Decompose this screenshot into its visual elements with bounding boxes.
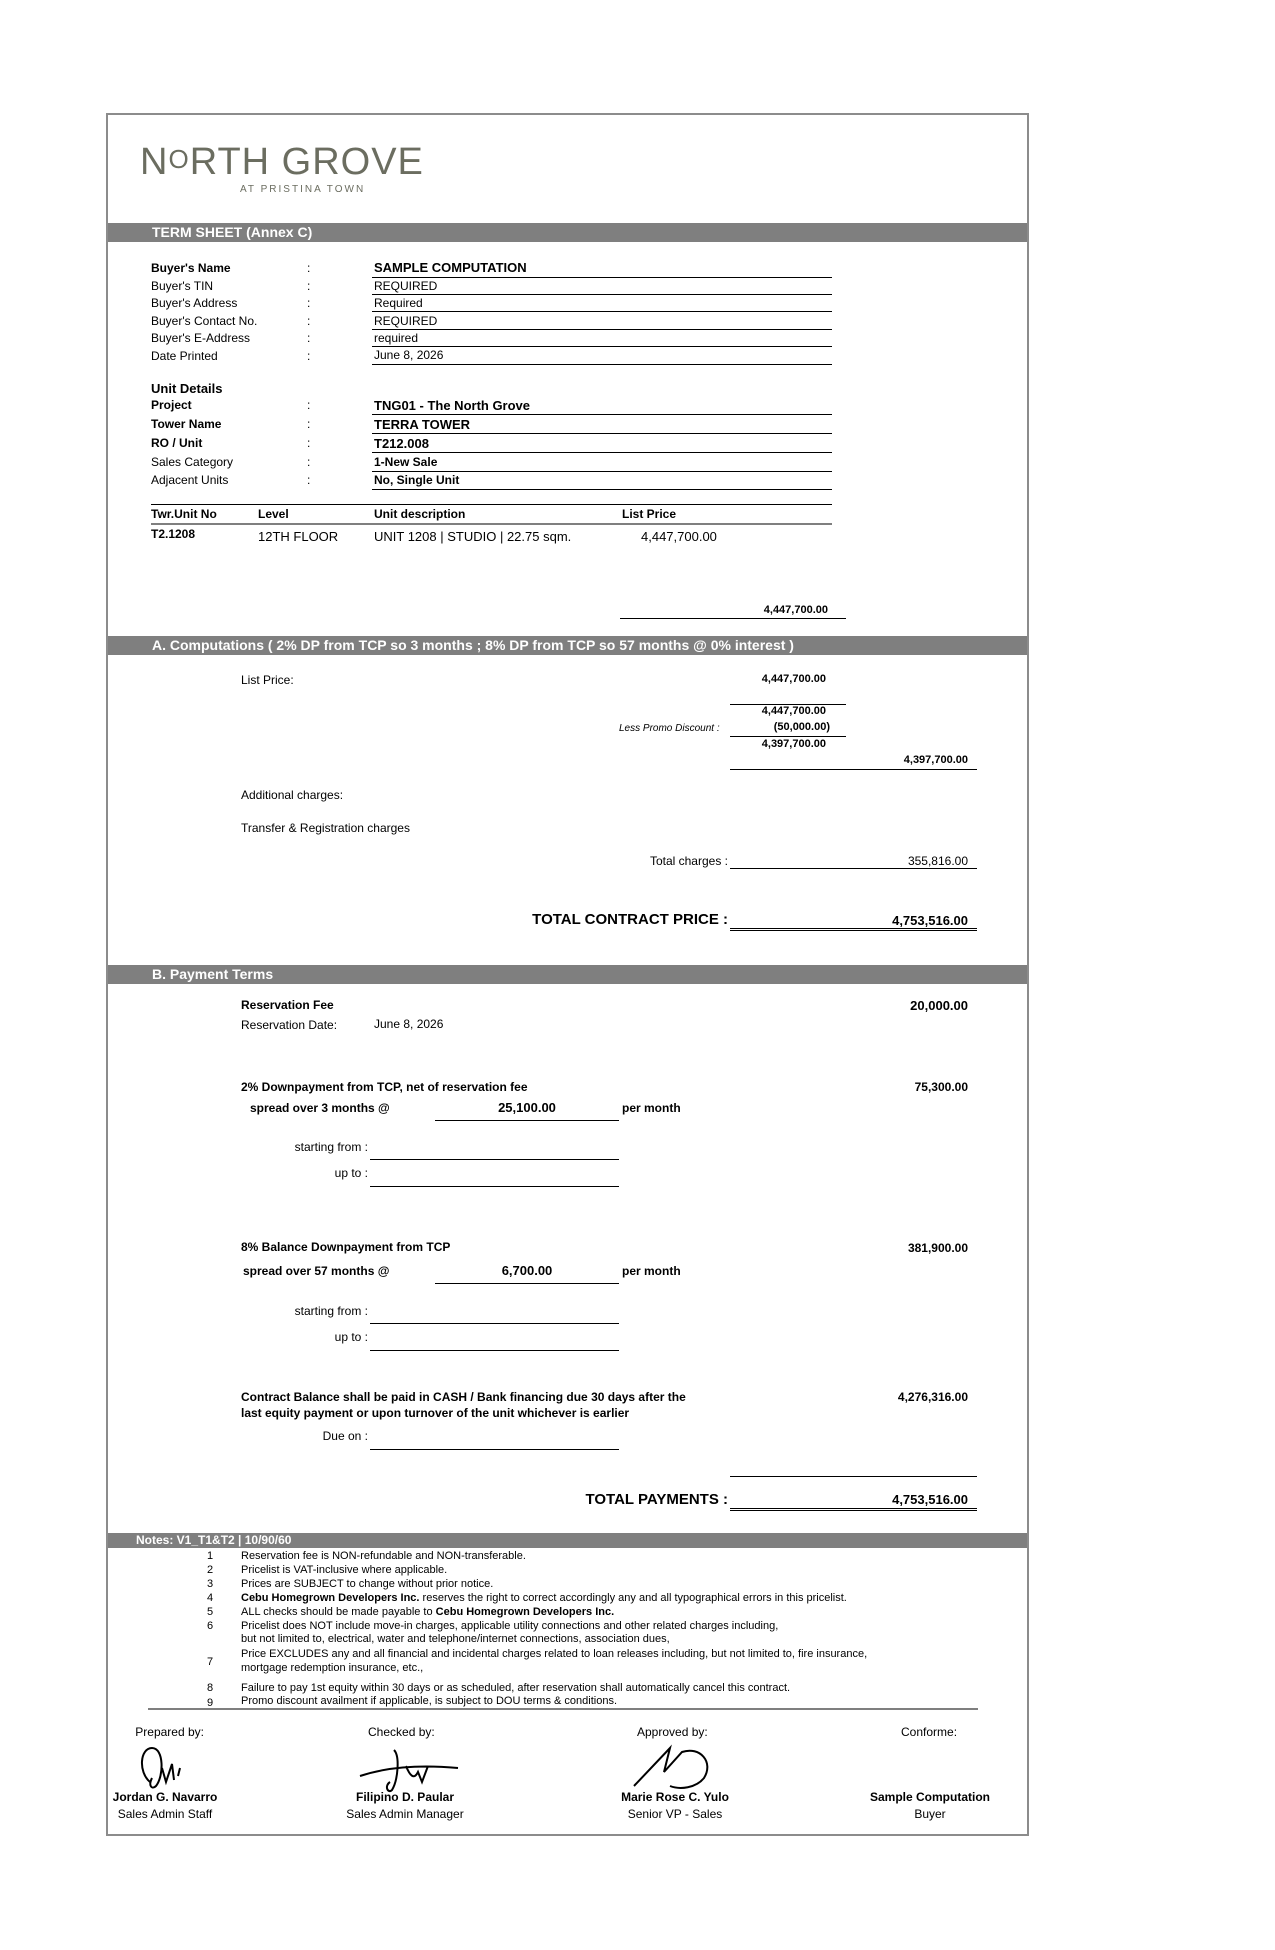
starting-from-label: starting from : [294,1140,368,1154]
buyer-contact-label: Buyer's Contact No. [151,314,258,328]
colon: : [307,398,311,412]
colon: : [307,473,311,487]
checker-title: Sales Admin Manager [346,1807,464,1821]
additional-charges-label: Additional charges: [241,788,344,802]
colon: : [307,331,311,345]
unit-details-title: Unit Details [151,381,223,396]
dp2-label: 8% Balance Downpayment from TCP [241,1240,451,1254]
date-printed-value: June 8, 2026 [374,348,444,362]
logo-subtitle: AT PRISTINA TOWN [240,184,366,195]
buyer-address-value: Required [374,296,423,310]
adjacent-units-value: No, Single Unit [374,473,460,487]
up-to-label: up to : [334,1166,368,1180]
logo: NORTH GROVE [140,141,424,183]
buyer-contact-value: REQUIRED [374,314,438,328]
buyer-tin-label: Buyer's TIN [151,279,214,293]
col-level: Level [258,507,289,521]
list-price-repeat: 4,447,700.00 [761,705,826,717]
due-on-label: Due on : [322,1429,368,1443]
balance-label-1: Contract Balance shall be paid in CASH / Bank financing due 30 days after the [241,1390,686,1404]
dp1-monthly: 25,100.00 [498,1100,556,1115]
col-price: List Price [622,507,677,521]
note-number: 2 [207,1564,214,1576]
balance-label-2: last equity payment or upon turnover of the unit whichever is earlier [241,1406,630,1420]
project-label: Project [151,398,192,412]
note-number: 6 [207,1620,214,1632]
buyer-signature-name: Sample Computation [869,1790,990,1804]
buyer-email-value: required [374,331,419,345]
approver-title: Senior VP - Sales [627,1807,723,1821]
note-text: mortgage redemption insurance, etc., [241,1662,424,1674]
list-price-label: List Price: [241,673,294,687]
colon: : [307,349,311,363]
sales-category-value: 1-New Sale [374,455,438,469]
note-text: but not limited to, electrical, water and telephone/internet connections, association dues, [241,1633,670,1645]
preparer-title: Sales Admin Staff [117,1807,213,1821]
dp2-value: 381,900.00 [907,1241,968,1255]
signature-yulo-icon [630,1742,720,1794]
note-text: Promo discount availment if applicable, is subject to DOU terms & conditions. [241,1695,617,1707]
note-text: Prices are SUBJECT to change without prior notice. [241,1578,494,1590]
reservation-fee-label: Reservation Fee [241,998,334,1012]
balance-value: 4,276,316.00 [897,1390,968,1404]
total-charges-label: Total charges : [649,854,728,868]
reservation-date-label: Reservation Date: [241,1018,338,1032]
note-number: 7 [207,1656,214,1668]
total-charges-value: 355,816.00 [907,854,968,868]
net-price-total: 4,397,700.00 [903,754,968,766]
colon: : [307,314,311,328]
ro-unit-value: T212.008 [374,436,429,451]
note-number: 9 [207,1697,214,1709]
colon: : [307,261,311,275]
tcp-value: 4,753,516.00 [892,913,968,928]
checker-name: Filipino D. Paular [355,1790,454,1804]
table-subtotal: 4,447,700.00 [763,604,828,616]
notes-header: Notes: V1_T1&T2 | 10/90/60 [108,1533,1027,1548]
approved-by-label: Approved by: [637,1725,708,1739]
tower-value: TERRA TOWER [374,417,471,432]
promo-discount-label: Less Promo Discount : [619,723,720,734]
total-payments-value: 4,753,516.00 [892,1492,968,1507]
colon: : [307,279,311,293]
buyer-tin-value: REQUIRED [374,279,438,293]
promo-discount-value: (50,000.00) [773,721,830,733]
dp2-spread: spread over 57 months @ [243,1264,390,1278]
colon: : [307,436,311,450]
colon: : [307,455,311,469]
note-text: ALL checks should be made payable to Cebu Homegrown Developers Inc. [241,1606,615,1618]
col-desc: Unit description [374,507,466,521]
total-payments-label: TOTAL PAYMENTS : [585,1491,728,1508]
computations-header: A. Computations ( 2% DP from TCP so 3 months ; 8% DP from TCP so 57 months @ 0% interest ) [108,636,1027,655]
note-number: 3 [207,1578,214,1590]
reservation-date-value: June 8, 2026 [374,1017,444,1031]
ro-unit-label: RO / Unit [151,436,203,450]
dp1-value: 75,300.00 [914,1080,968,1094]
note-text: Pricelist is VAT-inclusive where applicable. [241,1564,448,1576]
sales-category-label: Sales Category [151,455,234,469]
conforme-label: Conforme: [901,1725,958,1739]
up-to-label: up to : [334,1330,368,1344]
row-price: 4,447,700.00 [641,529,717,544]
row-unit-no: T2.1208 [151,527,196,541]
checked-by-label: Checked by: [368,1725,435,1739]
net-price-value: 4,397,700.00 [761,738,826,750]
note-number: 1 [207,1550,214,1562]
note-text: Cebu Homegrown Developers Inc. reserves the right to correct accordingly any and all typographical errors in this pricelist. [241,1592,847,1604]
reservation-fee-value: 20,000.00 [910,998,968,1013]
per-month: per month [622,1101,681,1115]
buyer-name-value: SAMPLE COMPUTATION [374,260,527,275]
row-desc: UNIT 1208 | STUDIO | 22.75 sqm. [374,529,572,544]
dp1-label: 2% Downpayment from TCP, net of reservation fee [241,1080,528,1094]
buyer-signature-title: Buyer [914,1807,946,1821]
note-number: 8 [207,1682,214,1694]
dp2-monthly: 6,700.00 [501,1263,553,1278]
buyer-name-label: Buyer's Name [151,261,231,275]
colon: : [307,417,311,431]
note-text: Failure to pay 1st equity within 30 days or as scheduled, after reservation shall automatically cancel this contract. [241,1682,791,1694]
colon: : [307,296,311,310]
term-sheet-header: TERM SHEET (Annex C) [108,223,1027,242]
note-text: Price EXCLUDES any and all financial and incidental charges related to loan releases including, but not limited to, fire insurance, [241,1648,868,1660]
tcp-label: TOTAL CONTRACT PRICE : [532,911,728,928]
tower-label: Tower Name [151,417,222,431]
note-text: Reservation fee is NON-refundable and NON-transferable. [241,1550,526,1562]
project-value: TNG01 - The North Grove [374,398,531,413]
col-unit-no: Twr.Unit No [151,507,217,521]
dp1-spread: spread over 3 months @ [250,1101,390,1115]
signature-paular-icon [354,1746,464,1794]
starting-from-label: starting from : [294,1304,368,1318]
row-level: 12TH FLOOR [258,529,339,544]
approver-name: Marie Rose C. Yulo [621,1790,729,1804]
transfer-charges-label: Transfer & Registration charges [241,821,410,835]
per-month: per month [622,1264,681,1278]
list-price-value: 4,447,700.00 [761,673,826,685]
adjacent-units-label: Adjacent Units [151,473,229,487]
prepared-by-label: Prepared by: [135,1725,204,1739]
note-text: Pricelist does NOT include move-in charges, applicable utility connections and other related charges including, [241,1620,779,1632]
signature-navarro-icon [130,1742,210,1794]
note-number: 5 [207,1606,214,1618]
preparer-name: Jordan G. Navarro [112,1790,218,1804]
note-number: 4 [207,1592,214,1604]
payment-terms-header: B. Payment Terms [108,965,1027,984]
date-printed-label: Date Printed [151,349,218,363]
buyer-email-label: Buyer's E-Address [151,331,250,345]
buyer-address-label: Buyer's Address [151,296,238,310]
